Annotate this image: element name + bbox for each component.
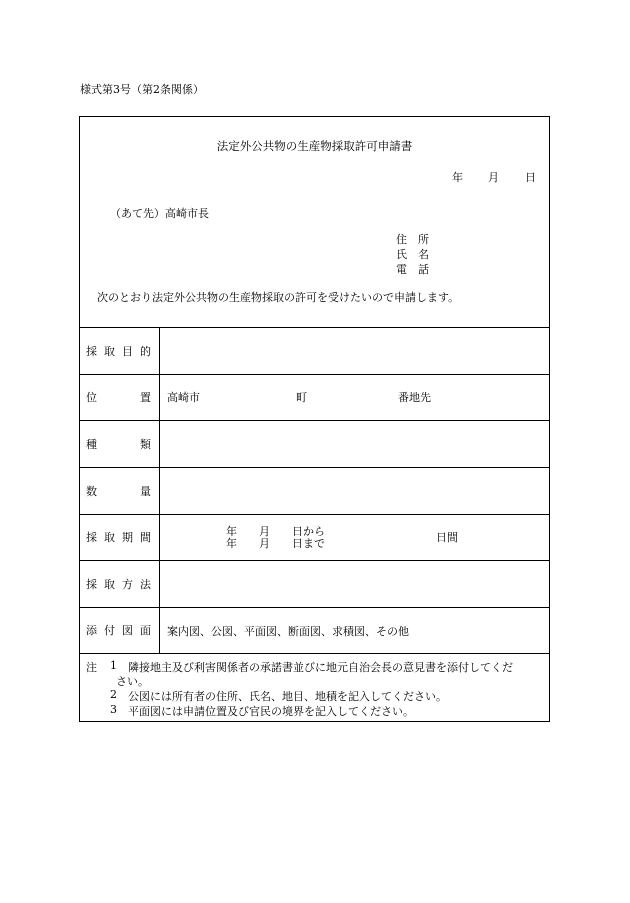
location-lot: 番地先: [398, 391, 431, 404]
date-month-field[interactable]: 月: [488, 171, 499, 184]
kind-field[interactable]: [161, 420, 549, 467]
label-char: 付: [104, 624, 115, 637]
label-char: 取: [104, 344, 115, 358]
purpose-label: [80, 327, 160, 374]
form-header: [80, 117, 549, 328]
location-label: [80, 374, 160, 420]
purpose-field[interactable]: [161, 327, 549, 374]
label-char: 図: [122, 624, 133, 637]
location-town: 町: [296, 391, 307, 404]
label-char: 種: [86, 437, 97, 451]
date-year-field[interactable]: 年: [452, 171, 463, 184]
location-city: 高崎市: [167, 391, 200, 404]
label-char: 採: [86, 577, 97, 591]
addressee: （あて先）高崎市長: [110, 207, 209, 220]
application-statement: 次のとおり法定外公共物の生産物採取の許可を受けたいので申請します。: [97, 291, 460, 304]
quantity-label: [80, 467, 160, 514]
location-field[interactable]: [161, 374, 549, 420]
label-char: 取: [104, 577, 115, 591]
label-char: 方: [122, 577, 133, 591]
applicant-block: [396, 232, 440, 277]
period-from: 年 月 日から: [226, 525, 325, 538]
note-3-text: 平面図には申請位置及び官民の境界を記入してください。: [128, 705, 414, 718]
note-2-number: 2: [110, 688, 117, 701]
label-char: 採: [86, 344, 97, 358]
attachments-value: 案内図、公図、平面図、断面図、求積図、その他: [167, 625, 409, 638]
application-form: [79, 116, 550, 722]
applicant-phone-label[interactable]: 電話: [396, 263, 440, 276]
label-char: 数: [86, 484, 97, 498]
label-char: 量: [140, 484, 151, 498]
form-title: 法定外公共物の生産物採取許可申請書: [216, 139, 413, 153]
label-char: 採: [86, 531, 97, 544]
label-char: 添: [86, 624, 97, 637]
note-1-text: 隣接地主及び利害関係者の承諾書並びに地元自治会長の意見書を添付してくだ: [128, 661, 513, 674]
label-char: 目: [122, 344, 133, 358]
label-char: 置: [140, 391, 151, 404]
note-1-text-continued: さい。: [116, 675, 149, 688]
row-period: [80, 514, 549, 561]
label-char: 取: [104, 531, 115, 544]
quantity-field[interactable]: [161, 467, 549, 514]
kind-label: [80, 420, 160, 467]
label-char: 位: [86, 391, 97, 404]
form-number: 様式第3号（第2条関係）: [80, 83, 204, 96]
method-label: [80, 560, 160, 607]
row-method: [80, 560, 549, 608]
attachments-label: [80, 607, 160, 653]
attachments-field[interactable]: [161, 607, 549, 653]
period-to: 年 月 日まで: [226, 537, 325, 550]
row-attachments: [80, 607, 549, 654]
label-char: 法: [140, 577, 151, 591]
applicant-name-label[interactable]: 氏名: [396, 248, 440, 261]
label-char: 期: [122, 531, 133, 544]
notes-marker: 注: [86, 661, 97, 674]
notes-section: [80, 653, 549, 723]
label-char: 類: [140, 437, 151, 451]
row-purpose: [80, 327, 549, 375]
label-char: 的: [140, 344, 151, 358]
period-field[interactable]: [161, 514, 549, 560]
row-quantity: [80, 467, 549, 515]
label-char: 間: [140, 531, 151, 544]
period-label: [80, 514, 160, 560]
row-kind: [80, 420, 549, 468]
method-field[interactable]: [161, 560, 549, 607]
row-location: [80, 374, 549, 421]
label-char: 面: [140, 624, 151, 637]
note-1-number: 1: [110, 659, 117, 672]
applicant-address-label[interactable]: 住所: [396, 233, 440, 246]
period-days: 日間: [436, 531, 458, 544]
note-2-text: 公図には所有者の住所、氏名、地目、地積を記入してください。: [128, 690, 447, 703]
date-day-field[interactable]: 日: [525, 171, 536, 184]
note-3-number: 3: [110, 703, 117, 716]
